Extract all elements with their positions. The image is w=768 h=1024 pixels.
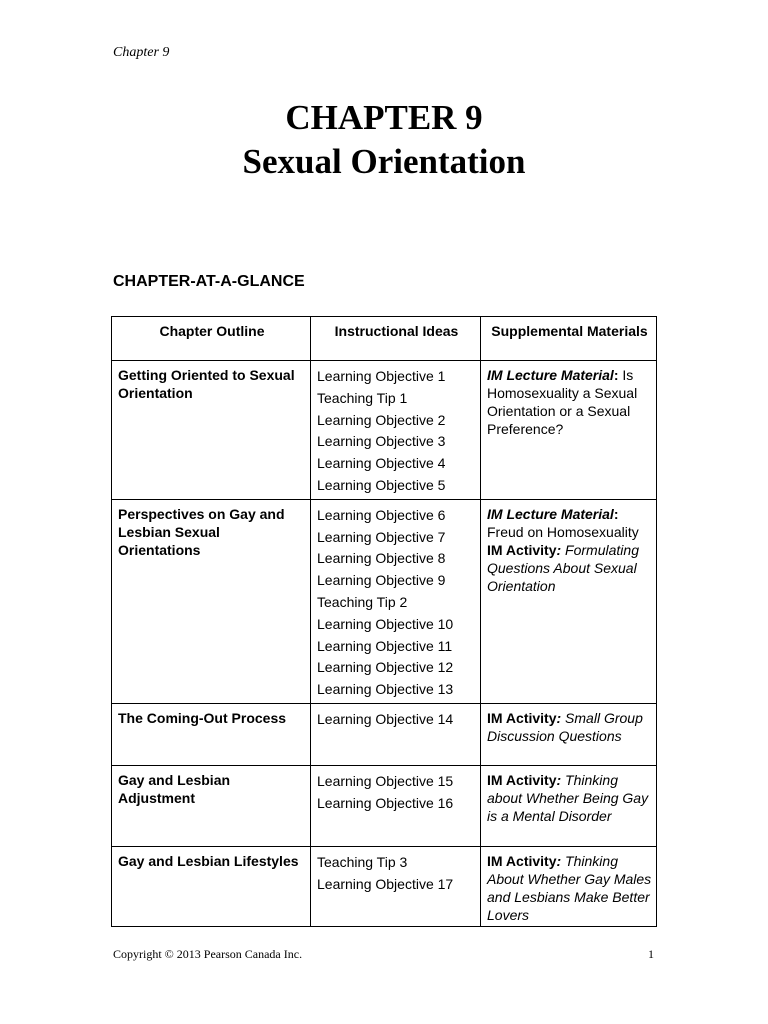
table-row [112,846,657,926]
supplemental-item-label: IM Lecture Material [487,367,614,383]
supplemental-item-text: Is Homosexuality a Sexual Orientation or a Sexual Preference? [487,367,638,437]
chapter-outline-cell: Gay and Lesbian Adjustment [112,765,311,846]
instructional-idea-item: Learning Objective 2 [317,411,446,428]
instructional-idea-item: Learning Objective 16 [317,794,454,811]
supplemental-item-text: Small Group Discussion Questions [487,709,643,744]
supplemental-materials-cell [481,499,657,703]
page-number: 1 [648,947,654,961]
supplemental-item-label: IM Activity [487,771,557,788]
supplemental-item [487,541,652,595]
running-head: Chapter 9 [113,45,170,60]
instructional-idea-item: Learning Objective 6 [317,506,446,523]
table-row [112,703,657,765]
instructional-ideas-cell [311,846,481,926]
instructional-idea-item: Learning Objective 7 [317,528,446,545]
instructional-idea-item: Learning Objective 10 [317,615,454,632]
supplemental-item [487,505,652,541]
supplemental-materials-cell [481,765,657,846]
instructional-idea-item: Learning Objective 9 [317,572,446,589]
supplemental-item-label: IM Activity [487,852,557,869]
instructional-idea-item: Learning Objective 5 [317,476,446,493]
supplemental-materials-cell [481,703,657,765]
supplemental-item-separator: : [556,852,562,869]
chapter-outline-cell: Getting Oriented to Sexual Orientation [112,361,311,500]
instructional-idea-item: Learning Objective 14 [317,710,454,727]
chapter-outline-cell: The Coming-Out Process [112,703,311,765]
instructional-idea-item: Learning Objective 1 [317,368,446,384]
supplemental-item-label: IM Activity [487,709,557,726]
supplemental-item-text: Formulating Questions About Sexual Orientation [487,541,639,594]
instructional-idea-item: Teaching Tip 2 [317,593,408,610]
chapter-outline-cell: Gay and Lesbian Lifestyles [112,846,311,926]
chapter-name: Sexual Orientation [242,142,526,181]
supplemental-item-label: IM Lecture Material [487,505,614,522]
supplemental-item-separator: : [556,709,562,726]
instructional-idea-item: Learning Objective 13 [317,681,454,698]
instructional-idea-item: Learning Objective 17 [317,875,454,892]
instructional-idea-item: Learning Objective 12 [317,659,454,676]
column-header-supplemental: Supplemental Materials [481,317,657,361]
supplemental-item-separator: : [556,771,562,788]
instructional-ideas-cell [311,765,481,846]
supplemental-item-text: Freud on Homosexuality [487,523,639,540]
instructional-idea-item: Teaching Tip 3 [317,853,408,870]
table-row [112,499,657,703]
chapter-number: CHAPTER 9 [285,98,483,137]
table-header-row [112,317,657,361]
supplemental-item-separator: : [613,367,619,383]
chapter-outline-cell: Perspectives on Gay and Lesbian Sexual Orientations [112,499,311,703]
supplemental-item [487,366,652,438]
supplemental-item-separator: : [613,505,619,522]
section-heading: CHAPTER-AT-A-GLANCE [113,273,305,290]
chapter-title [0,96,768,184]
instructional-idea-item: Learning Objective 11 [317,637,453,654]
supplemental-materials-cell [481,361,657,500]
instructional-ideas-cell [311,703,481,765]
table-row [112,361,657,500]
supplemental-item-text: Thinking About Whether Gay Males and Lesbians Make Better Lovers [487,852,652,923]
supplemental-item [487,771,652,825]
instructional-idea-item: Learning Objective 15 [317,772,454,789]
supplemental-item-separator: : [556,541,562,558]
instructional-idea-item: Learning Objective 4 [317,455,446,472]
column-header-outline: Chapter Outline [112,317,311,361]
supplemental-item-text: Thinking about Whether Being Gay is a Mental Disorder [487,771,649,824]
instructional-idea-item: Teaching Tip 1 [317,389,408,406]
supplemental-item [487,709,652,745]
copyright-notice: Copyright © 2013 Pearson Canada Inc. [113,947,303,961]
instructional-idea-item: Learning Objective 8 [317,550,446,567]
supplemental-item [487,852,652,924]
chapter-at-a-glance-table [111,316,657,927]
supplemental-materials-cell [481,846,657,926]
instructional-ideas-cell [311,499,481,703]
instructional-idea-item: Learning Objective 3 [317,433,446,450]
column-header-ideas: Instructional Ideas [311,317,481,361]
supplemental-item-label: IM Activity [487,541,557,558]
table-row [112,765,657,846]
instructional-ideas-cell [311,361,481,500]
